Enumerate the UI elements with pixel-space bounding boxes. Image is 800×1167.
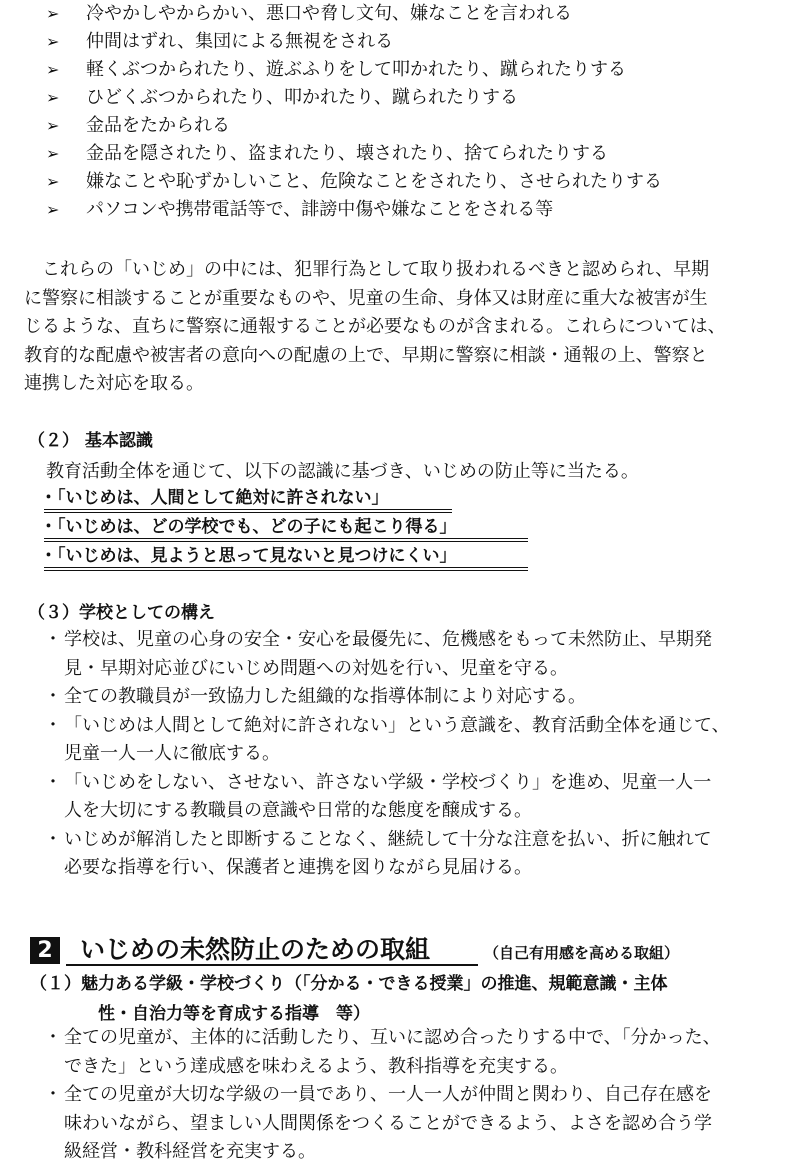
police-cooperation-paragraph: これらの「いじめ」の中には、犯罪行為として取り扱われるべきと認められ、早期 に警察に相談することが重要なものや、児童の生命、身体又は財産に重大な被害が生 じるような、直ちに警察に通報することが必要なものが含まれる。これらについては、 教育的な配慮や被害者の意向への配慮の上で、早期に警察に相談・通報の上、警察と 連携した対応を取る。 xyxy=(24,259,726,394)
basic-recognition-intro: 教育活動全体を通じて、以下の認識に基づき、いじめの防止等に当たる。 xyxy=(46,461,639,482)
list-item: ➢ ひどくぶつかられたり、叩かれたり、蹴られたりする xyxy=(46,85,518,111)
basic-recognition-heading: （２） 基本認識 xyxy=(28,431,153,451)
arrow-bullet-icon: ➢ xyxy=(46,88,60,107)
list-item: ➢ 冷やかしやからかい、悪口や脅し文句、嫌なことを言われる xyxy=(46,1,572,27)
list-item: ➢ 嫌なことや恥ずかしいこと、危険なことをされたり、させられたりする xyxy=(46,169,662,195)
attractive-class-heading: （１）魅力ある学級・学校づくり（「分かる・できる授業」の推進、規範意識・主体 性・自治力等を育成する指導 等） xyxy=(30,974,668,1024)
double-underline xyxy=(44,509,452,513)
arrow-bullet-icon: ➢ xyxy=(46,116,60,135)
arrow-bullet-icon: ➢ xyxy=(46,32,60,51)
section-number-badge: 2 xyxy=(30,937,60,964)
attractive-class-list: ・ 全ての児童が、主体的に活動したり、互いに認め合ったりする中で、「分かった、 できた」という達成感を味わえるよう、教科指導を充実する。 ・ 全ての児童が大切な学級の一員であり、一人一人が仲間と関わり、自己存在感を 味わいながら、望ましい人間関係をつくることができるよう、よさを認め合う学 級経営・教科経営を充実する。 xyxy=(44,1024,788,1167)
arrow-bullet-icon: ➢ xyxy=(46,200,60,219)
list-item: ➢ パソコンや携帯電話等で、誹謗中傷や嫌なことをされる等 xyxy=(46,197,553,223)
list-item: ・ いじめが解消したと即断することなく、継続して十分な注意を払い、折に触れて xyxy=(44,828,712,850)
list-item: ・ 全ての教職員が一致協力した組織的な指導体制により対応する。 xyxy=(44,686,586,707)
section-title-underline xyxy=(66,964,478,966)
list-item: ➢ 仲間はずれ、集団による無視をされる xyxy=(46,29,393,55)
list-item: ・ 学校は、児童の心身の安全・安心を最優先に、危機感をもって未然防止、早期発 xyxy=(44,629,712,650)
recognition-item: ・「いじめは、見ようと思って見ないと見つけにくい」 xyxy=(40,546,457,566)
list-item: ➢ 軽くぶつかられたり、遊ぶふりをして叩かれたり、蹴られたりする xyxy=(46,57,626,83)
double-underline xyxy=(44,538,528,542)
section-subtitle: （自己有用感を高める取組） xyxy=(484,944,680,962)
double-underline xyxy=(44,567,528,571)
list-item: ・ 「いじめをしない、させない、許さない学級・学校づくり」を進め、児童一人一 xyxy=(44,771,712,793)
school-stance-heading: （３）学校としての構え xyxy=(28,603,215,623)
list-item: ・ 全ての児童が大切な学級の一員であり、一人一人が仲間と関わり、自己存在感を xyxy=(44,1084,712,1105)
list-item: ➢ 金品をたかられる xyxy=(46,113,230,139)
recognition-item: ・「いじめは、人間として絶対に許されない」 xyxy=(40,488,389,508)
arrow-bullet-icon: ➢ xyxy=(46,4,60,23)
school-stance-list: ・ 学校は、児童の心身の安全・安心を最優先に、危機感をもって未然防止、早期発 見・早期対応並びにいじめ問題への対処を行い、児童を守る。 ・ 全ての教職員が一致協力した組織的な指導体制により対応する。 ・ 「いじめは人間として絶対に許されない」という意識を、教育活動全体を通じて、 児童一人一人に徹底する。 ・ 「いじめをしない、させない、許さない学級・学校づくり」を進め、児童一人一 人を大切にする教職員の意識や日常的な態度を醸成する。 ・ いじめが解消したと即断することなく、継続して十分な注意を払い、折に触れて 必要な指導を行い、保護者と連携を図りながら見届ける。 xyxy=(44,626,788,883)
list-item: ・ 「いじめは人間として絶対に許されない」という意識を、教育活動全体を通じて、 xyxy=(44,714,730,736)
arrow-bullet-icon: ➢ xyxy=(46,60,60,79)
section-title: いじめの未然防止のための取組 xyxy=(80,935,431,964)
recognition-item: ・「いじめは、どの学校でも、どの子にも起こり得る」 xyxy=(40,517,457,537)
list-item: ➢ 金品を隠されたり、盗まれたり、壊されたり、捨てられたりする xyxy=(46,141,608,167)
arrow-bullet-icon: ➢ xyxy=(46,172,60,191)
list-item: ・ 全ての児童が、主体的に活動したり、互いに認め合ったりする中で、「分かった、 xyxy=(44,1027,721,1048)
arrow-bullet-icon: ➢ xyxy=(46,144,60,163)
